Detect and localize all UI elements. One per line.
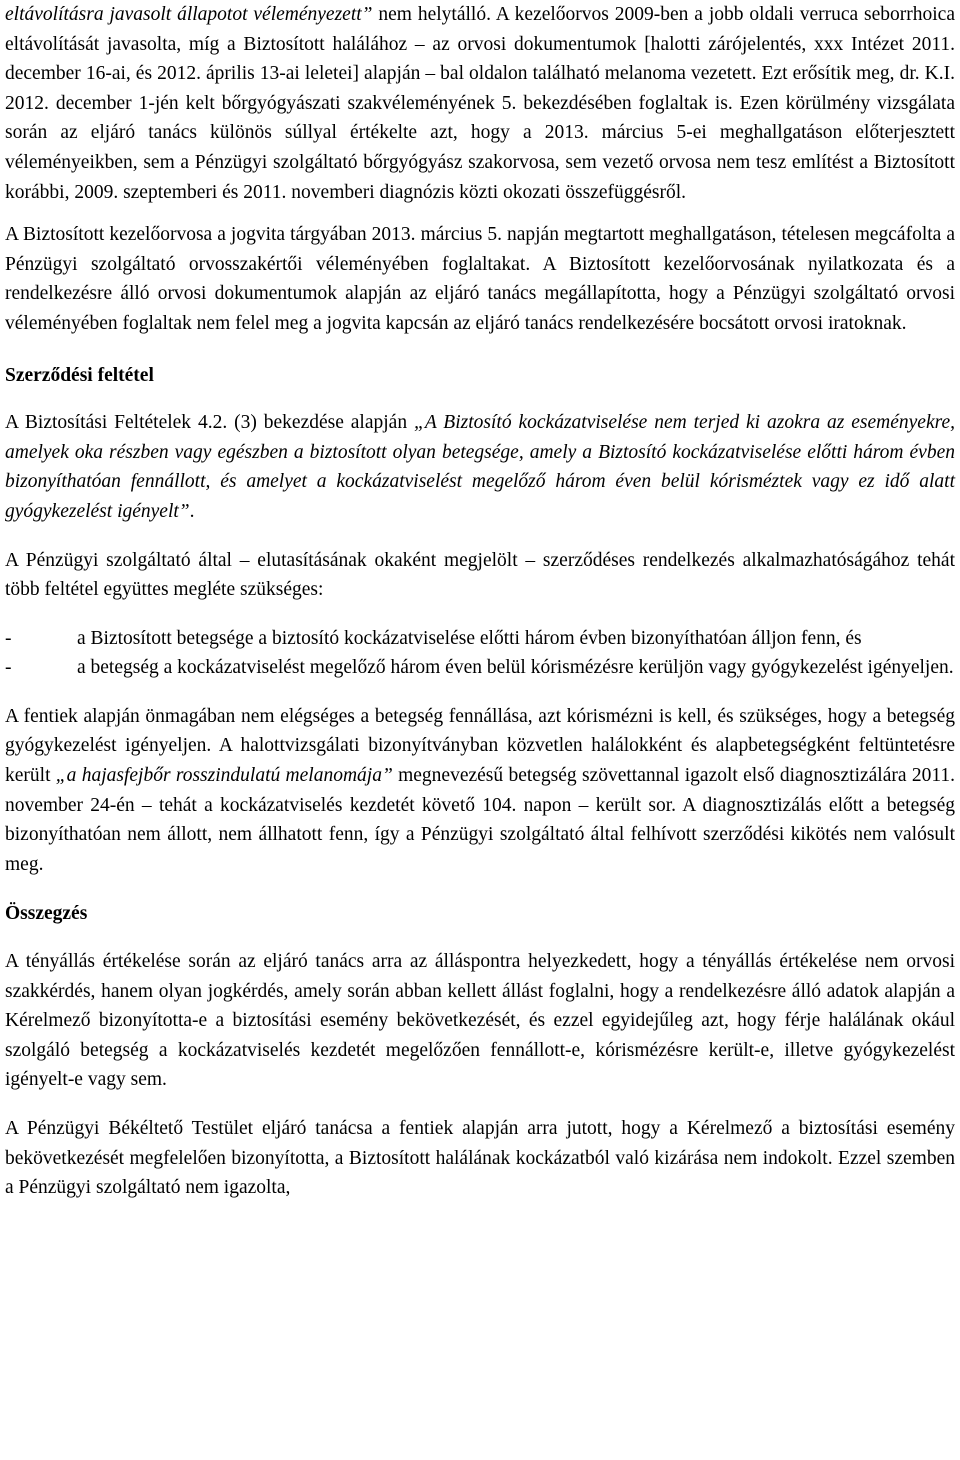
section-heading-summary: Összegzés	[5, 903, 88, 925]
list-item-text: a Biztosított betegsége a biztosító kockázatviselése előtti három évben bizonyíthatóan álljon fenn, és	[77, 627, 862, 649]
section-heading-contract-condition: Szerződési feltétel	[5, 364, 154, 386]
paragraph-text: nem helytálló. A kezelőorvos 2009-ben a jobb oldali verruca seborrhoica eltávolítását javasolta, míg a Biztosított halálához – az orvosi dokumentumok [halotti zárójelentés, xxx Intézet 2011. december 16-ai, és 2012. április 13-ai leletei] alapján – bal oldalon található melanoma vezetett. Ezt erősítik meg, dr. K.I. 2012. december 1-jén kelt bőrgyógyászati szakvéleményének 5. bekezdésében foglaltak is. Ezen körülmény vizsgálata során az eljáró tanács különös súllyal értékelte azt, hogy a 2013. március 5-ei meghallgatáson előterjesztett véleményeikben, sem a Pénzügyi szolgáltató bőrgyógyász szakorvosa, sem vezető orvosa nem tesz említést a Biztosított korábbi, 2009. szeptemberi és 2011. novemberi diagnózis közti okozati összefüggésről.	[5, 4, 955, 203]
paragraph-treating-physician: A Biztosított kezelőorvosa a jogvita tárgyában 2013. március 5. napján megtartott meghallgatáson, tételesen megcáfolta a Pénzügyi szolgáltató orvosszakértői véleményében foglaltakat. A Biztosított kezelőorvosának nyilatkozata és a rendelkezésre álló orvosi dokumentumok alapján az eljáró tanács megállapította, hogy a Pénzügyi szolgáltató orvosi véleményében foglaltak nem felel meg a jogvita kapcsán az eljáró tanács rendelkezésére bocsátott orvosi iratoknak.	[5, 224, 955, 334]
paragraph-text: A fentiek alapján önmagában nem elégséges a betegség fennállása, azt kórismézni is kell, és szükséges, hogy a betegség gyógykezelést igényeljen. A halottvizsgálati bizonyítványban közvetlen halálokként és alapbetegségként feltüntetésre került	[5, 705, 955, 787]
list-item	[5, 653, 955, 683]
italic-quote-end: eltávolításra javasolt állapotot véleményezett”	[5, 4, 373, 25]
list-dash: -	[5, 657, 12, 679]
list-item-text: a betegség a kockázatviselést megelőző három éven belül kórismézésre kerüljön vagy gyógykezelést igényeljen.	[77, 657, 954, 679]
paragraph-diagnosis-analysis	[5, 702, 955, 880]
paragraph-medical-findings	[5, 0, 955, 207]
list-dash: -	[5, 627, 12, 649]
paragraph-summary: A tényállás értékelése során az eljáró tanács arra az álláspontra helyezkedett, hogy a tényállás értékelése nem orvosi szakkérdés, hanem olyan jogkérdés, amely során abban kellett állást foglalni, hogy a rendelkezésre álló adatok alapján a Kérelmező bizonyította-e a biztosítási esemény bekövetkezését, és ezzel egyidejűleg azt, hogy férje halálának okául szolgáló betegség a kockázatviselés kezdetét megelőzően fennállott-e, kórismézésre került-e, illetve gyógykezelést igényelt-e vagy sem.	[5, 951, 955, 1091]
italic-quote: „a hajasfejbőr rosszindulatú melanomája”	[55, 765, 393, 787]
italic-quote: „A Biztosító kockázatviselése nem terjed ki azokra az eseményekre, amelyek oka részben vagy egészben a biztosított olyan betegsége, amely a Biztosító kockázatviselése előtti három évben bizonyíthatóan fennállott, és amelyet a kockázatviselést megelőző három éven belül kórisméztek vagy ez idő alatt gyógykezelést igényelt”	[5, 412, 955, 522]
paragraph-conditions-intro: A Pénzügyi szolgáltató által – elutasításának okaként megjelölt – szerződéses rendelkezés alkalmazhatóságához tehát több feltétel együttes megléte szükséges:	[5, 549, 955, 601]
list-item	[5, 624, 955, 654]
conditions-list	[5, 624, 955, 683]
document-page	[5, 0, 955, 1203]
paragraph-text-end: .	[189, 500, 195, 522]
paragraph-insurance-terms	[5, 408, 955, 526]
paragraph-text: megnevezésű betegség szövettannal igazolt első diagnosztizálára 2011. november 24-én – tehát a kockázatviselés kezdetét követő 104. napon – került sor. A diagnosztizálás előtt a betegség bizonyíthatóan nem állott, nem állhatott fenn, így a Pénzügyi szolgáltató által felhívott szerződési kikötés nem valósult meg.	[5, 765, 955, 875]
paragraph-conclusion: A Pénzügyi Békéltető Testület eljáró tanácsa a fentiek alapján arra jutott, hogy a Kérelmező a biztosítási esemény bekövetkezését megfelelően bizonyította, a Biztosított halálának kockázatból való kizárása nem indokolt. Ezzel szemben a Pénzügyi szolgáltató nem igazolta,	[5, 1118, 955, 1199]
paragraph-text: A Biztosítási Feltételek 4.2. (3) bekezdése alapján	[5, 412, 414, 434]
